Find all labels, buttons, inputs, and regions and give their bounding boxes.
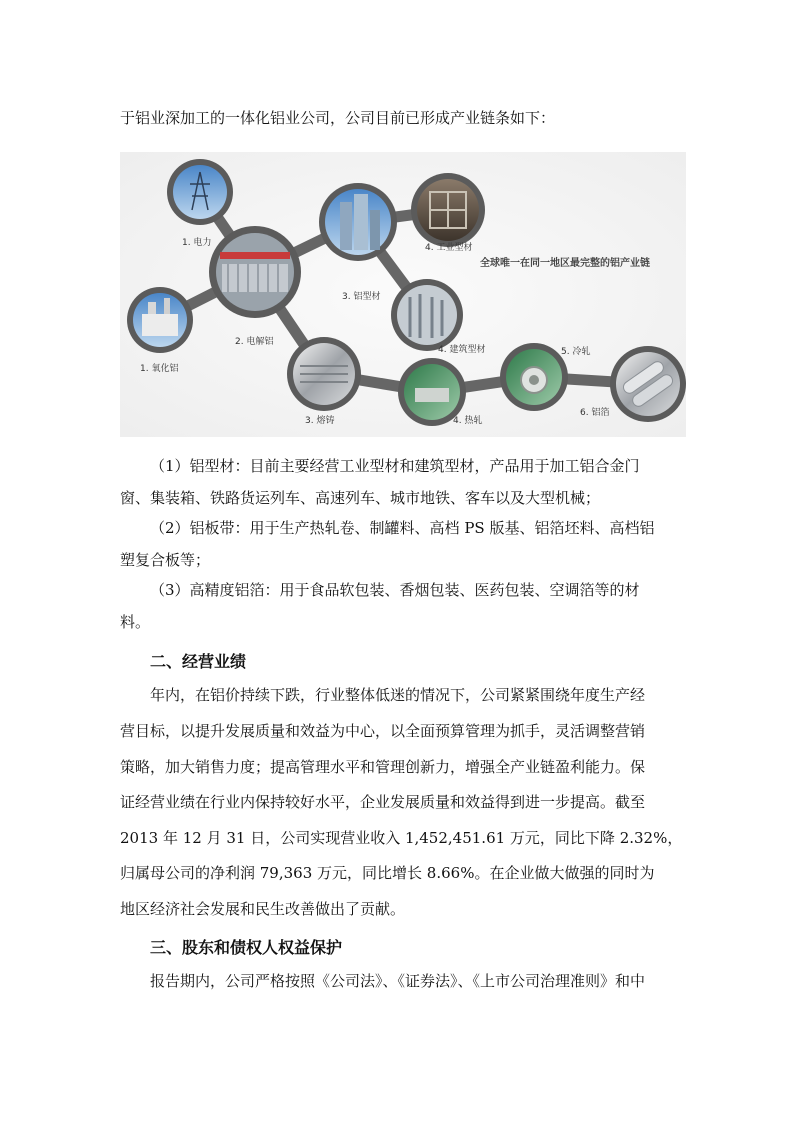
- node-power: [167, 159, 233, 225]
- industry-chain-figure: [120, 152, 686, 437]
- node-foil: [610, 346, 686, 422]
- product-2-line2: 塑复合板等；: [120, 551, 211, 569]
- section-3-heading: 三、股东和债权人权益保护: [150, 938, 343, 957]
- node-industrial: [411, 173, 485, 247]
- node-casting: [287, 337, 361, 411]
- node-building: [391, 279, 463, 351]
- label-cold-rolling: 5. 冷轧: [561, 347, 591, 357]
- label-building: 4. 建筑型材: [438, 345, 486, 355]
- section-2-line: 归属母公司的净利润 79,363 万元，同比增长 8.66%。在企业做大做强的同时为: [120, 864, 655, 882]
- building-profile-icon: [397, 285, 457, 345]
- product-1-line2: 窗、集装箱、铁路货运列车、高速列车、城市地铁、客车以及大型机械；: [120, 489, 601, 507]
- label-alumina: 1. 氧化铝: [140, 364, 179, 374]
- label-foil: 6. 铝箔: [580, 408, 610, 418]
- label-electrolytic: 2. 电解铝: [235, 337, 274, 347]
- label-industrial: 4. 工业型材: [425, 243, 473, 253]
- section-2-line: 策略，加大销售力度；提高管理水平和管理创新力，增强全产业链盈利能力。保: [120, 758, 646, 776]
- figure-tagline: 全球唯一在同一地区最完整的铝产业链: [480, 258, 650, 269]
- node-electrolytic: [209, 226, 301, 318]
- node-cold-rolling: [500, 343, 568, 411]
- label-casting: 3. 熔铸: [305, 416, 335, 426]
- label-power: 1. 电力: [182, 238, 212, 248]
- section-2-line: 证经营业绩在行业内保持较好水平，企业发展质量和效益得到进一步提高。截至: [120, 793, 646, 811]
- product-3-line1: （3）高精度铝箔：用于食品软包装、香烟包装、医药包装、空调箔等的材: [150, 581, 640, 599]
- label-profile: 3. 铝型材: [342, 292, 381, 302]
- product-1-line1: （1）铝型材：目前主要经营工业型材和建筑型材，产品用于加工铝合金门: [150, 457, 640, 475]
- section-2-line: 营目标，以提升发展质量和效益为中心，以全面预算管理为抓手，灵活调整营销: [120, 722, 646, 740]
- node-profile: [319, 183, 397, 261]
- section-3-line: 报告期内，公司严格按照《公司法》、《证券法》、《上市公司治理准则》和中: [150, 972, 646, 990]
- product-3-line2: 料。: [120, 613, 151, 631]
- section-2-line: 年内，在铝价持续下跌，行业整体低迷的情况下，公司紧紧围绕年度生产经: [150, 686, 646, 704]
- product-2-line1: （2）铝板带：用于生产热轧卷、制罐料、高档 PS 版基、铝箔坯料、高档铝: [150, 519, 655, 537]
- section-2-line: 地区经济社会发展和民生改善做出了贡献。: [120, 900, 406, 918]
- section-2-heading: 二、经营业绩: [150, 652, 247, 671]
- intro-text: 于铝业深加工的一体化铝业公司，公司目前已形成产业链条如下：: [120, 109, 556, 127]
- label-hot-rolling: 4. 热轧: [453, 416, 483, 426]
- section-2-line: 2013 年 12 月 31 日，公司实现营业收入 1,452,451.61 万元，同比下降 2.32%，: [120, 829, 683, 847]
- node-alumina: [127, 287, 193, 353]
